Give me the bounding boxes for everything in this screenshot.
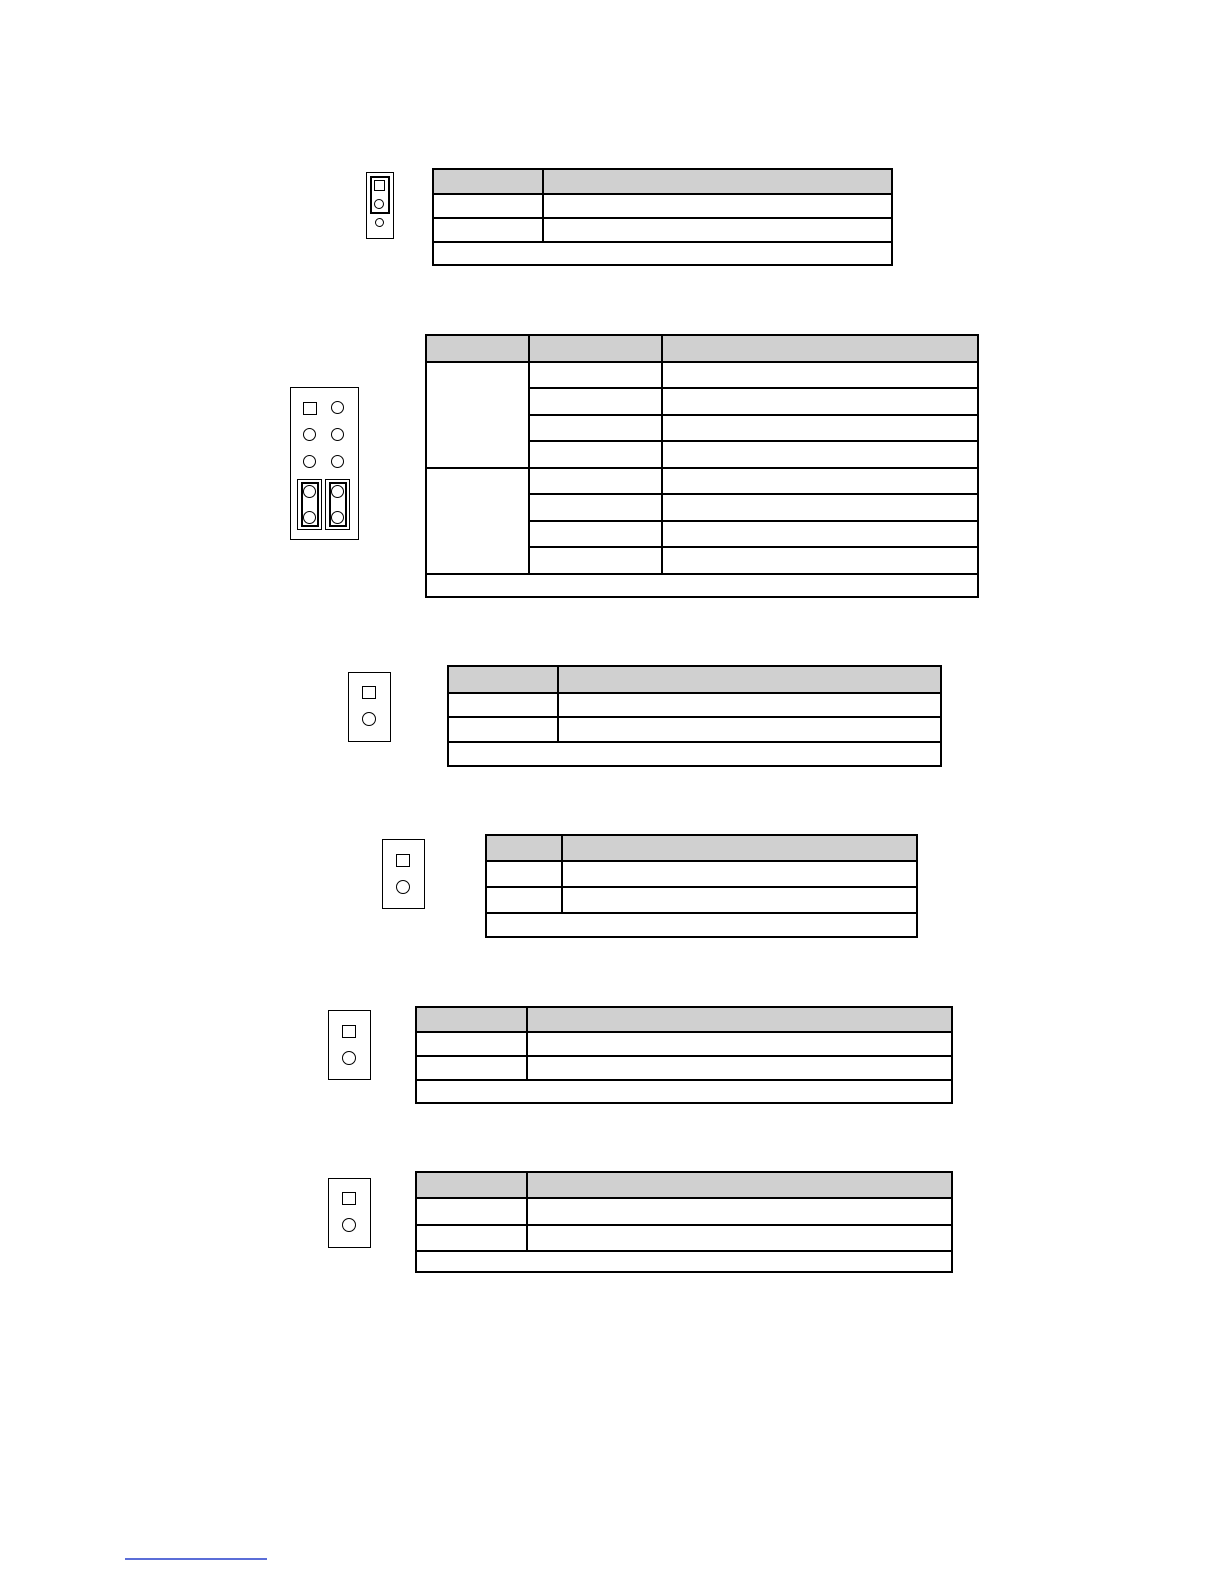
pin-circle — [303, 485, 316, 498]
jumper-4-table — [485, 834, 918, 938]
jumper-open-icon — [348, 672, 391, 742]
jumper-open-icon — [382, 839, 425, 909]
pin-circle — [331, 428, 344, 441]
pin-square — [342, 1025, 356, 1038]
pin-circle — [375, 218, 384, 227]
pin-square — [342, 1192, 356, 1205]
pin-circle — [342, 1051, 356, 1065]
pin-circle — [331, 455, 344, 468]
jumper-1-table — [432, 168, 893, 266]
jumper-open-icon — [328, 1178, 371, 1248]
pin-circle — [331, 511, 344, 524]
pin-circle — [303, 455, 316, 468]
pin-circle — [342, 1218, 356, 1232]
pin-circle — [303, 511, 316, 524]
pin-square — [374, 180, 385, 191]
footnote-rule — [125, 1558, 267, 1560]
pin-circle — [331, 401, 344, 414]
pin-circle — [331, 485, 344, 498]
pin-square — [303, 402, 317, 415]
pin-circle — [362, 712, 376, 726]
pin-circle — [374, 199, 384, 209]
pin-square — [362, 686, 376, 699]
jumper-5-table — [415, 1006, 953, 1104]
pin-circle — [396, 880, 410, 894]
pin-circle — [303, 428, 316, 441]
jumper-3-table — [447, 665, 942, 767]
jumper-2-table — [425, 334, 979, 598]
jumper-6-table — [415, 1171, 953, 1273]
jumper-open-icon — [328, 1010, 371, 1080]
pin-square — [396, 854, 410, 867]
